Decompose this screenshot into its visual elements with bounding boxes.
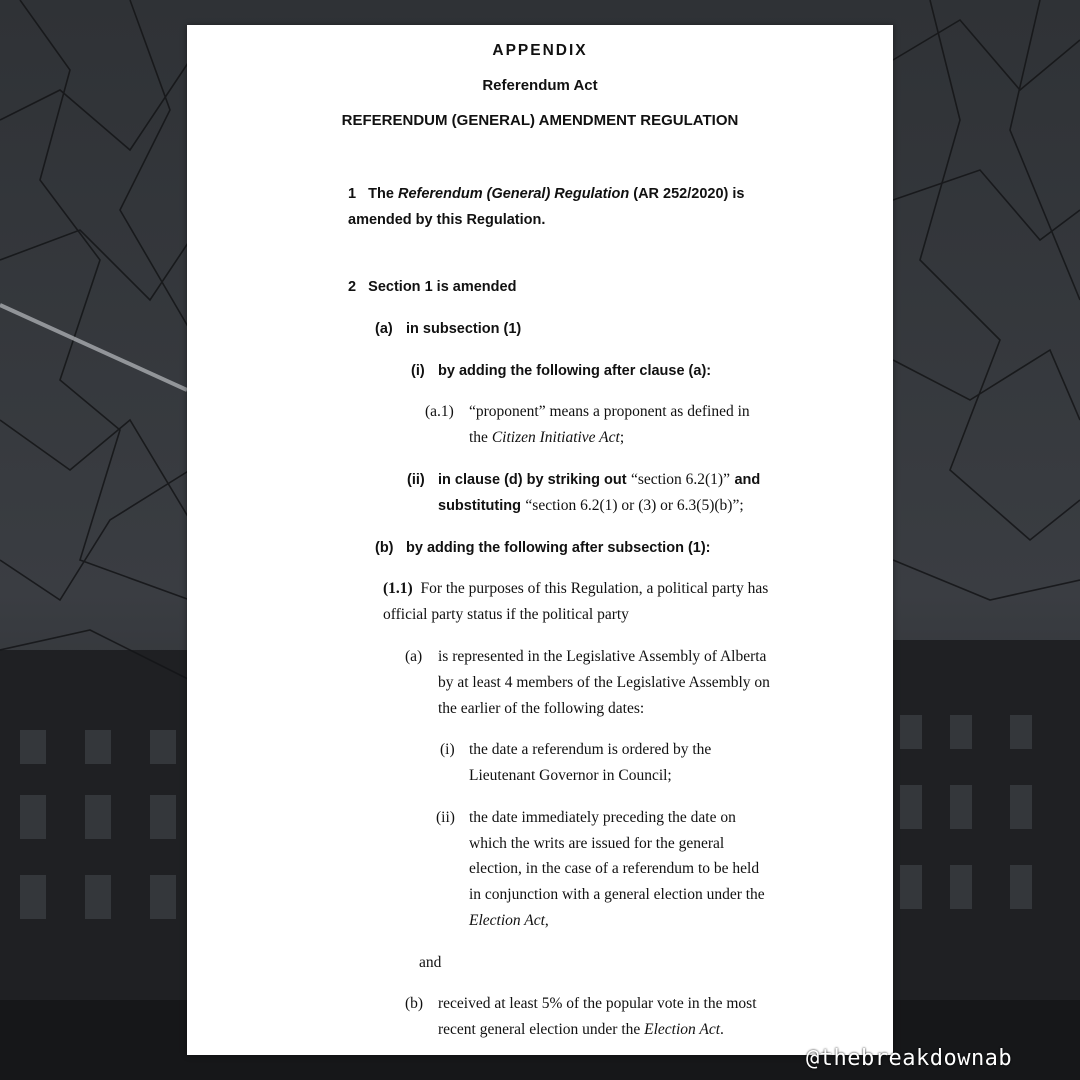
section-2: 2 Section 1 is amended	[348, 279, 517, 295]
subpara-ii-line-1: the date immediately preceding the date on	[469, 809, 736, 826]
act-title: Referendum Act	[482, 77, 598, 94]
clause-b-text: by adding the following after subsection (1):	[406, 540, 711, 556]
section-number: 1	[348, 186, 357, 202]
regulation-title: REFERENDUM (GENERAL) AMENDMENT REGULATION	[341, 112, 739, 129]
section-1: 1 The Referendum (General) Regulation (AR 252/2020) is	[348, 186, 745, 202]
subclause-ii-line-1: in clause (d) by striking out “section 6.2(1)” and	[438, 471, 761, 488]
subpara-ii-line-4: in conjunction with a general election under the	[469, 886, 765, 903]
subsection-1-1: (1.1) For the purposes of this Regulation, a political party has	[383, 580, 769, 597]
para-a-line-1: is represented in the Legislative Assembly of Alberta	[438, 648, 767, 665]
subclause-ii-line-2: substituting “section 6.2(1) or (3) or 6.3(5)(b)”;	[438, 497, 744, 514]
subpara-i-label: (i)	[440, 741, 455, 758]
and-connector: and	[419, 954, 442, 971]
subclause-i-text: by adding the following after clause (a):	[438, 363, 712, 379]
clause-a-label: (a)	[375, 321, 393, 337]
subpara-ii-line-2: which the writs are issued for the general	[469, 835, 725, 852]
clause-b-label: (b)	[375, 540, 394, 556]
section-1-line-2: amended by this Regulation.	[348, 212, 546, 228]
appendix-heading: APPENDIX	[492, 42, 588, 59]
subpara-ii-label: (ii)	[436, 809, 455, 826]
subsection-1-1-line-2: official party status if the political party	[383, 606, 629, 623]
para-a-line-2: by at least 4 members of the Legislative Assembly on	[438, 674, 770, 691]
para-b-label: (b)	[405, 995, 424, 1012]
clause-a1-line-1: “proponent” means a proponent as defined in	[469, 403, 750, 420]
subpara-i-line-1: the date a referendum is ordered by the	[469, 741, 712, 758]
subpara-ii-line-3: election, in the case of a referendum to be held	[469, 860, 760, 877]
para-b-line-1: received at least 5% of the popular vote in the most	[438, 995, 757, 1012]
para-a-label: (a)	[405, 648, 423, 665]
para-b-line-2: recent general election under the Election Act.	[438, 1021, 724, 1038]
clause-a-text: in subsection (1)	[406, 321, 522, 337]
document-page	[187, 25, 893, 1055]
clause-a1-label: (a.1)	[425, 403, 454, 420]
section-number: 2	[348, 279, 357, 295]
subpara-i-line-2: Lieutenant Governor in Council;	[469, 767, 672, 784]
subclause-ii-label: (ii)	[407, 472, 425, 488]
subclause-i-label: (i)	[411, 363, 425, 379]
watermark-handle: @thebreakdownab	[806, 1046, 1013, 1071]
para-a-line-3: the earlier of the following dates:	[438, 700, 645, 717]
subpara-ii-line-5: Election Act,	[469, 912, 549, 929]
clause-a1-line-2: the Citizen Initiative Act;	[469, 429, 625, 446]
